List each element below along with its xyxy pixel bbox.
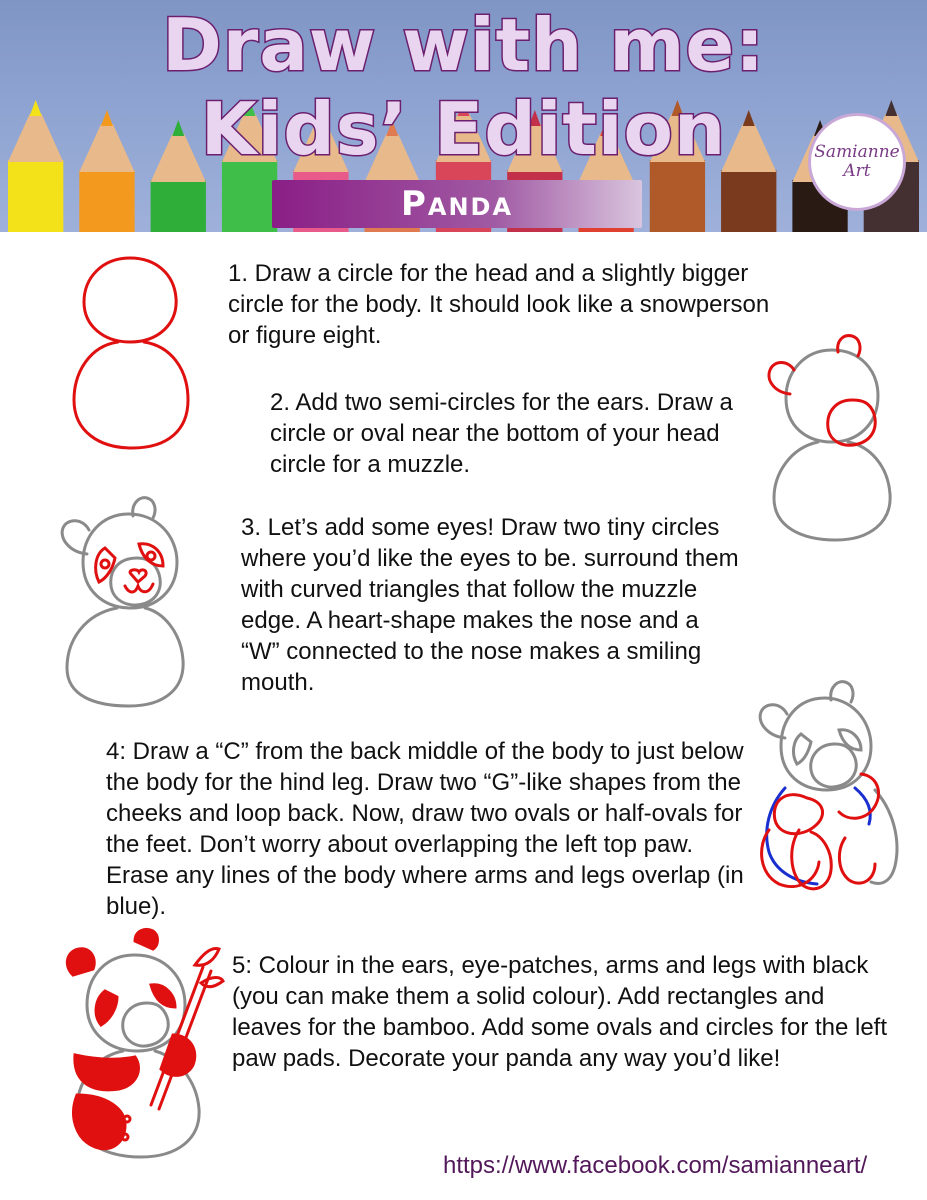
subtitle: Panda [400, 184, 514, 224]
step-2-text: 2. Add two semi-circles for the ears. Draw a circle or oval near the bottom of your head circle for a muzzle. [270, 389, 733, 478]
subtitle-ribbon [272, 180, 642, 228]
logo-line1: Samianne [814, 142, 900, 162]
step-1-text: 1. Draw a circle for the head and a slightly bigger circle for the body. It should look like a snowperson or figure eight. [228, 260, 770, 349]
step4-drawing [745, 670, 910, 900]
step3-drawing [45, 490, 205, 710]
page-title-line2: Kids’ Edition [200, 87, 727, 171]
samianne-art-logo [808, 113, 906, 211]
step5-drawing [55, 925, 225, 1165]
step2-drawing [760, 330, 910, 545]
step-5-text: 5: Colour in the ears, eye-patches, arms and legs with black (you can make them a solid colour). Add rectangles and leaves for the bamboo. Add some ovals and circles for the left paw pads. Decorate your panda any way you’d like! [232, 952, 888, 1072]
page-title-line1: Draw with me: [161, 3, 766, 87]
step1-drawing [60, 250, 200, 455]
logo-line2: Art [843, 161, 871, 181]
header-banner [0, 0, 927, 232]
facebook-link[interactable]: https://www.facebook.com/samianneart/ [443, 1152, 868, 1179]
step-4-text: 4: Draw a “C” from the back middle of the body to just below the body for the hind leg. Draw two “G”-like shapes from the cheeks and loop back. Now, draw two ovals or half-ovals for the feet. Don’t worry about overlapping the left top paw. Erase any lines of the body where arms and legs overlap (in blue). [106, 738, 744, 920]
step-3-text: 3. Let’s add some eyes! Draw two tiny circles where you’d like the eyes to be. surround them with curved triangles that follow the muzzle edge. A heart-shape makes the nose and a “W” connected to the nose makes a smiling mouth. [241, 514, 739, 696]
